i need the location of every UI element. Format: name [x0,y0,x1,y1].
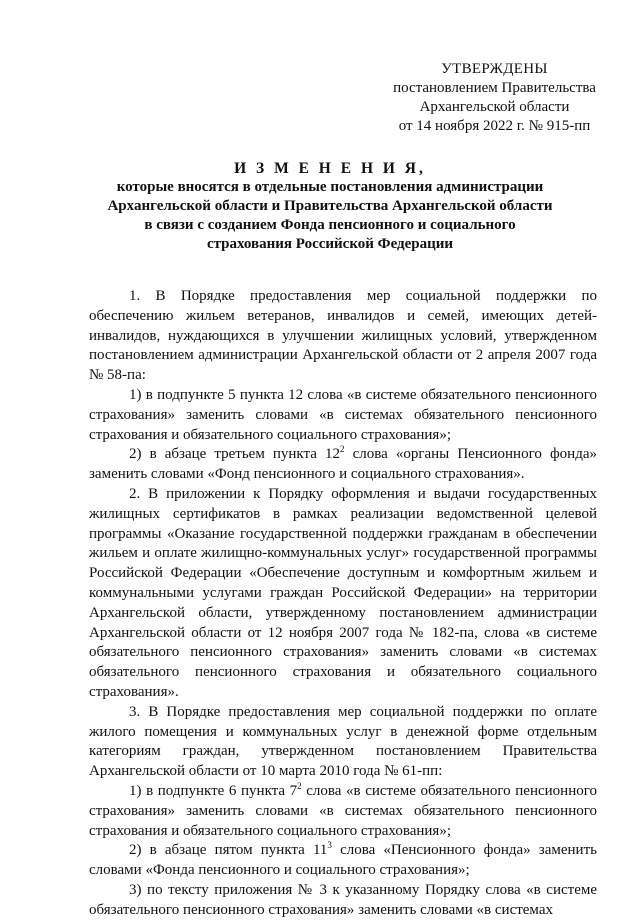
paragraph [89,445,597,485]
approval-stamp [362,60,627,136]
paragraph-text: слова «Пенсионного фонда» заменить словами «Фонда пенсионного и социального страхования»; [89,842,597,879]
paragraph: 3. В Порядке предоставления мер социальной поддержки по оплате жилого помещения и коммунальных услуг в денежной форме отдельным категориям граждан, утвержденном постановлением Правительства Архангельской области от 10 марта 2010 года № 61-пп: [89,703,597,780]
approval-line: от 14 ноября 2022 г. № 915-пп [398,118,591,134]
paragraph [89,782,597,841]
heading-subtitle: в связи с созданием Фонда пенсионного и социального [144,217,516,233]
superscript: 2 [297,780,302,791]
paragraph [89,841,597,881]
heading-subtitle: которые вносятся в отдельные постановления администрации [116,179,544,195]
paragraph-text: 2) в абзаце третьем пункта 12 [129,446,340,463]
superscript: 3 [327,840,332,851]
paragraph: 1) в подпункте 5 пункта 12 слова «в системе обязательного пенсионного страхования» заменить словами «в системах обязательного пенсионного страхования и обязательного социального страхования»; [89,386,597,443]
superscript: 2 [340,444,345,455]
document-body [89,287,597,921]
approval-title: УТВЕРЖДЕНЫ [441,61,548,77]
paragraph: 1. В Порядке предоставления мер социальной поддержки по обеспечению жильем ветеранов, инвалидов и семей, имеющих детей-инвалидов, нуждающихся в улучшении жилищных условий, утвержденном постановлением администрации Архангельской области от 2 апреля 2007 года № 58-па: [89,288,597,384]
paragraph-text: слова «органы Пенсионного фонда» заменить словами «Фонд пенсионного и социального страхования». [89,446,597,483]
paragraph: 3) по тексту приложения № 3 к указанному Порядку слова «в системе обязательного пенсионного страхования» заменить словами «в системах [89,881,597,918]
paragraph-text: слова «в системе обязательного пенсионного страхования» заменить словами «в системах обязательного пенсионного страхования и обязательного социального страхования»; [89,782,598,839]
approval-line: Архангельской области [419,99,570,115]
paragraph: 2. В приложении к Порядку оформления и выдачи государственных жилищных сертификатов в рамках реализации ведомственной целевой программы «Оказание государственной поддержки гражданам в обеспечении жильем и оплате жилищно-коммунальных услуг» государственной программы Российской Федерации «Обеспечение доступным и комфортным жильем и коммунальными услугами граждан Российской Федерации» на территории Архангельской области, утвержденному постановлением администрации Архангельской области от 12 ноября 2007 года № 182-па, слова «в системе обязательного пенсионного страхования» заменить словами «в системах обязательного пенсионного страхования и обязательного социального страхования». [89,485,597,700]
heading-subtitle: страхования Российской Федерации [206,236,454,252]
approval-line: постановлением Правительства [393,80,596,96]
heading-title: И З М Е Н Е Н И Я, [234,160,426,177]
document-heading [60,159,600,254]
heading-subtitle: Архангельской области и Правительства Архангельской области [107,198,553,214]
paragraph-text: 2) в абзаце пятом пункта 11 [129,842,328,859]
paragraph-text: 1) в подпункте 6 пункта 7 [129,782,298,799]
